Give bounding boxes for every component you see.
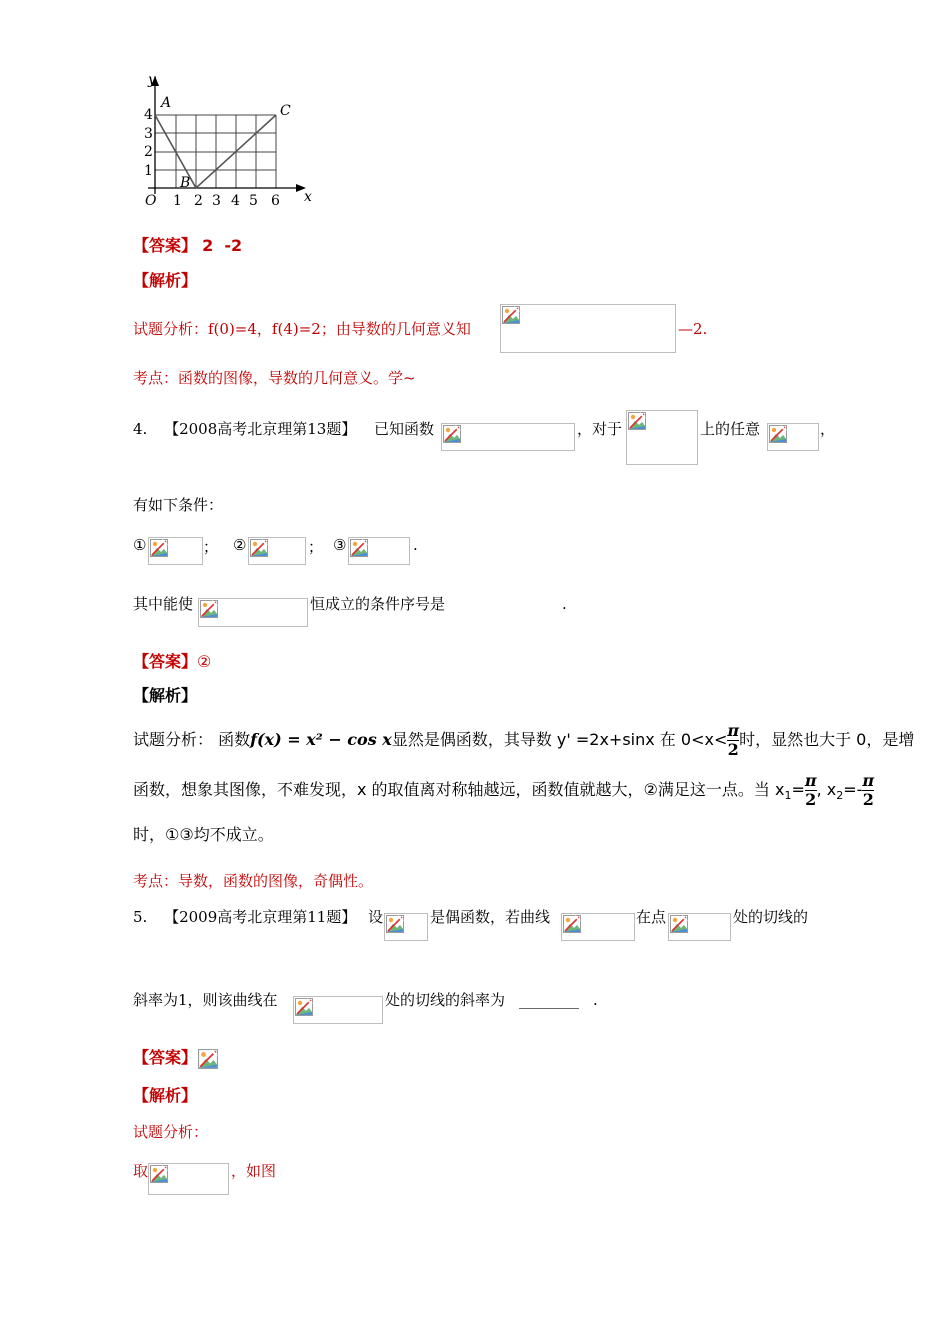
formula-image: [348, 537, 410, 565]
broken-image-icon: [769, 425, 787, 443]
condition-end: .: [413, 536, 418, 554]
q4-analysis-mid: 显然是偶函数，其导数 y' =2x+sinx 在 0<x<: [391, 730, 728, 749]
point-a-label: A: [161, 95, 172, 111]
condition-sep: ；: [203, 538, 219, 556]
formula-image: [293, 996, 383, 1024]
broken-image-icon: [386, 915, 404, 933]
y-tick-2: 2: [144, 144, 153, 160]
origin-label: O: [145, 193, 157, 209]
q5-number: 5.: [133, 908, 148, 926]
q3-analysis-text: 试题分析：f(0)=4，f(4)=2；由导数的几何意义知: [133, 320, 471, 338]
x-tick-2: 2: [194, 193, 203, 209]
formula-image: [561, 913, 635, 941]
q4-analysis-func: f(x) = x² − cos x: [250, 730, 392, 749]
broken-image-icon: [150, 539, 168, 557]
x-tick-3: 3: [212, 193, 221, 209]
broken-image-icon: [563, 915, 581, 933]
q4-text1: 已知函数: [374, 420, 435, 438]
equals: =: [791, 780, 805, 799]
q5-take-tail: ，如图: [231, 1162, 277, 1180]
q5-analysis-label: 【解析】: [133, 1086, 198, 1105]
q5-analysis-text: 试题分析：: [133, 1123, 209, 1141]
q3-kaodian: 考点：函数的图像，导数的几何意义。学~: [133, 369, 416, 387]
equals-neg: =-: [843, 780, 863, 799]
formula-image: [626, 410, 698, 465]
formula-image: [198, 598, 308, 627]
q4-answer-label: 【答案】: [133, 652, 198, 671]
y-tick-4: 4: [144, 107, 153, 123]
answer-value: 2 -2: [202, 236, 243, 255]
condition-1-label: ①: [133, 536, 147, 554]
q4-analysis-line3: 时，①③均不成立。: [133, 825, 274, 844]
x-tick-5: 5: [249, 193, 258, 209]
broken-image-icon: [200, 600, 218, 618]
answer-label: 【答案】: [133, 236, 198, 255]
broken-image-icon: [198, 1049, 218, 1069]
broken-image-icon: [443, 425, 461, 443]
y-axis-label: y: [148, 72, 156, 88]
q4-line2: 有如下条件：: [133, 496, 224, 514]
q5-answer-blank: ________: [519, 991, 579, 1009]
q4-kaodian: 考点：导数，函数的图像，奇偶性。: [133, 872, 374, 890]
formula-image: [441, 423, 575, 451]
q4-line4b: 恒成立的条件序号是: [310, 595, 446, 613]
q4-analysis-label: 【解析】: [133, 686, 198, 705]
q4-analysis-line2: 函数，想象其图像，不难发现，x 的取值离对称轴越远，函数值就越大，②满足这一点。当 x: [133, 780, 785, 799]
q4-line4a: 其中能使: [133, 595, 194, 613]
analysis-label: 【解析】: [133, 271, 198, 290]
point-b-label: B: [180, 175, 191, 191]
formula-image: [500, 304, 676, 353]
formula-image: [384, 913, 428, 941]
y-tick-1: 1: [144, 163, 153, 179]
q5-line2end: .: [593, 991, 598, 1009]
broken-image-icon: [250, 539, 268, 557]
x-tick-1: 1: [173, 193, 182, 209]
q4-text4: ，: [820, 420, 836, 438]
pi-over-2: $\frac{\pi}{2}$: [804, 771, 817, 809]
q5-source: 【2009高考北京理第11题】: [164, 908, 357, 926]
function-graph: [128, 70, 328, 215]
x-tick-4: 4: [231, 193, 240, 209]
x2-subscript: 2: [836, 789, 844, 803]
comma-x: , x: [816, 780, 837, 799]
q5-text4: 处的切线的: [733, 908, 809, 926]
formula-image: [668, 913, 731, 941]
formula-image: [198, 1049, 220, 1071]
point-c-label: C: [280, 103, 291, 119]
q4-analysis-end: 时，显然也大于 0，是增: [739, 730, 915, 749]
q5-text2: 是偶函数，若曲线: [430, 908, 551, 926]
q5-take: 取: [133, 1162, 149, 1180]
condition-2-label: ②: [233, 536, 247, 554]
y-tick-3: 3: [144, 126, 153, 142]
q4-text3: 上的任意: [700, 420, 761, 438]
q4-analysis-pre: 试题分析： 函数: [133, 730, 251, 749]
q5-answer-label: 【答案】: [133, 1048, 198, 1067]
condition-sep: ；: [308, 538, 324, 556]
q4-source: 【2008高考北京理第13题】: [164, 420, 357, 438]
broken-image-icon: [350, 539, 368, 557]
x-axis-label: x: [304, 189, 312, 205]
q4-number: 4.: [133, 420, 148, 438]
q4-line4c: .: [562, 595, 567, 613]
q4-answer-value: ②: [197, 652, 212, 671]
broken-image-icon: [150, 1165, 168, 1183]
condition-3-label: ③: [333, 536, 347, 554]
pi-over-2: $\frac{\pi}{2}$: [862, 771, 875, 809]
q5-text3: 在点: [636, 908, 667, 926]
broken-image-icon: [295, 998, 313, 1016]
x1-subscript: 1: [784, 789, 792, 803]
q5-line2b: 处的切线的斜率为: [385, 991, 506, 1009]
formula-image: [248, 537, 306, 565]
x-tick-6: 6: [271, 193, 280, 209]
broken-image-icon: [628, 412, 646, 430]
q5-line2a: 斜率为1，则该曲线在: [133, 991, 278, 1009]
pi-over-2: $\frac{\pi}{2}$: [727, 721, 740, 759]
formula-image: [148, 1163, 229, 1195]
formula-image: [148, 537, 203, 565]
formula-image: [767, 423, 819, 451]
q5-text1: 设: [368, 908, 384, 926]
q3-analysis-tail: —2.: [678, 320, 708, 338]
q4-text2: ，对于: [577, 420, 623, 438]
broken-image-icon: [670, 915, 688, 933]
broken-image-icon: [502, 306, 520, 324]
